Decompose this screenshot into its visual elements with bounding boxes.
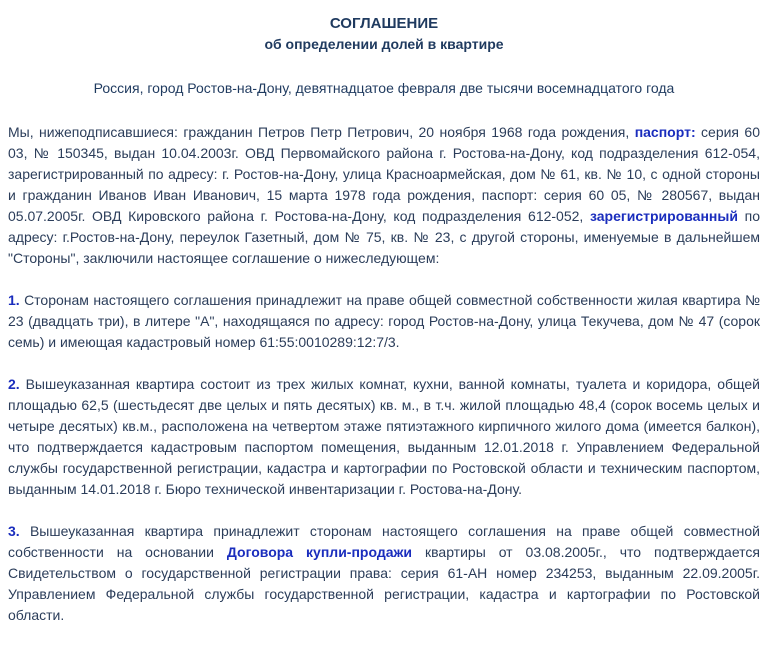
clause-3 xyxy=(8,521,760,626)
intro-text-3: по адресу: г.Ростов-на-Дону, переулок Газетный, дом № 75, кв. № 23, с другой стороны, именуемые в дальнейшем "Стороны", заключили настоящее соглашение о нижеследующем: xyxy=(8,208,760,266)
clause-2-text: Вышеуказанная квартира состоит из трех жилых комнат, кухни, ванной комнаты, туалета и коридора, общей площадью 62,5 (шестьдесят две целых и пять десятых) кв. м., в т.ч. жилой площадью 48,4 (сорок восемь целых и четыре десятых) кв.м., расположена на четвертом этаже пятиэтажного кирпичного жилого дома (имеется балкон), что подтверждается кадастровым паспортом помещения, выданным 12.01.2018 г. Управлением Федеральной службы государственной регистрации, кадастра и картографии по Ростовской области и техническим паспортом, выданным 14.01.2018 г. Бюро технической инвентаризации г. Ростова-на-Дону. xyxy=(8,376,760,497)
clause-3-text-2: квартиры от 03.08.2005г., что подтверждается Свидетельством о государственной регистрации права: серия 61-АН номер 234253, выданным 22.09.2005г. Управлением Федеральной службы государственной регистрации, кадастра и картографии по Ростовской области. xyxy=(8,544,760,623)
registered-link[interactable]: зарегистрированный xyxy=(590,208,738,224)
contract-link[interactable]: Договора купли-продажи xyxy=(226,544,413,560)
intro-text-1: Мы, нижеподписавшиеся: гражданин Петров Петр Петрович, 20 ноября 1968 года рождения, xyxy=(8,124,635,140)
clause-2 xyxy=(8,374,760,500)
document-subtitle: об определении долей в квартире xyxy=(264,36,504,52)
intro-text-2: серия 60 03, № 150345, выдан 10.04.2003г. ОВД Первомайского района г. Ростова-на-Дону, код подразделения 612-054, зарегистрированный по адресу: г. Ростов-на-Дону, улица Красноармейская, дом № 61, кв. № 10, с одной стороны и гражданин Иванов Иван Иванович, 15 марта 1978 года рождения, паспорт: серия 60 05, № 280567, выдан 05.07.2005г. ОВД Кировского района г. Ростова-на-Дону, код подразделения 612-052, xyxy=(8,124,761,224)
passport-link[interactable]: паспорт: xyxy=(634,124,696,140)
clause-1-number: 1. xyxy=(8,292,20,308)
clause-1 xyxy=(8,290,760,353)
document-title: СОГЛАШЕНИЕ xyxy=(329,15,439,32)
clause-3-text-1: Вышеуказанная квартира принадлежит сторонам настоящего соглашения на праве общей совместной собственности на основании xyxy=(8,523,760,560)
place-date-line: Россия, город Ростов-на-Дону, девятнадцатое февраля две тысячи восемнадцатого года xyxy=(93,80,675,96)
clause-3-number: 3. xyxy=(8,523,20,539)
intro-paragraph xyxy=(8,122,760,269)
clause-2-number: 2. xyxy=(8,376,20,392)
clause-1-text: Сторонам настоящего соглашения принадлежит на праве общей совместной собственности жилая квартира № 23 (двадцать три), в литере "А", находящаяся по адресу: город Ростов-на-Дону, улица Текучева, дом № 47 (сорок семь) и имеющая кадастровый номер 61:55:0010289:12:7/3. xyxy=(8,292,760,350)
